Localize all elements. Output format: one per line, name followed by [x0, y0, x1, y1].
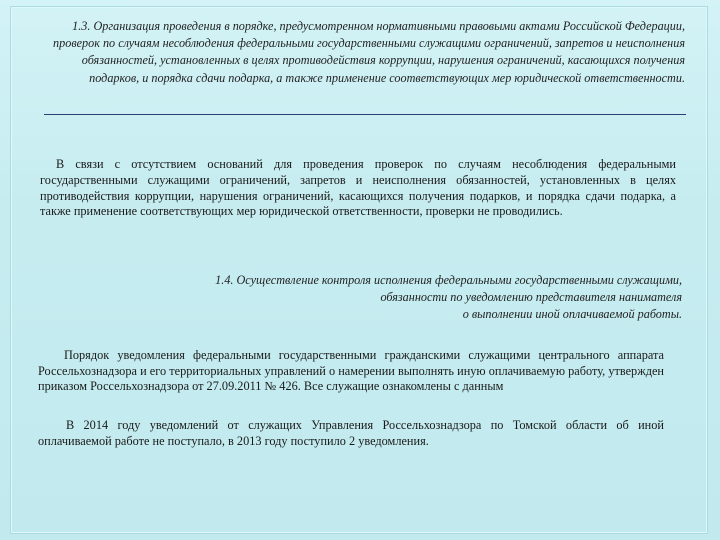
heading-divider [44, 114, 686, 115]
section-1-4-heading [100, 272, 682, 324]
section-1-4-body-2-text: В 2014 году уведомлений от служащих Управления Россельхознадзора по Томской области об иной оплачиваемой работе не поступало, в 2013 году поступило 2 уведомления. [38, 418, 664, 448]
section-1-4-body-1 [38, 348, 664, 395]
section-1-4-body-1-text: Порядок уведомления федеральными государственными гражданскими служащими центрального аппарата Россельхознадзора и его территориальных управлений о намерении выполнять иную оплачиваемую работу, утвержден приказом Россельхознадзора от 27.09.2011 № 426. Все служащие ознакомлены с данным [38, 348, 664, 393]
section-1-3-heading: 1.3. Организация проведения в порядке, предусмотренном нормативными правовыми актами Российской Федерации, проверок по случаям несоблюдения федеральными государственными служащими ограничений, запретов и неисполнения обязанностей, установленных в целях противодействия коррупции, нарушения ограничений, касающихся получения подарков, и порядка сдачи подарка, а также применение соответствующих мер юридической ответственности. [53, 19, 685, 85]
section-1-3-body: В связи с отсутствием оснований для проведения проверок по случаям несоблюдения федеральными государственными служащими ограничений, запретов и неисполнения обязанностей, установленных в целях противодействия коррупции, нарушения ограничений, касающихся получения подарков, и порядка сдачи подарка, а также применение соответствующих мер юридической ответственности, проверки не проводились. [40, 157, 676, 219]
section-1-4-heading-line-3: о выполнении иной оплачиваемой работы. [462, 307, 682, 322]
section-1-4-body-2 [38, 418, 664, 449]
section-1-4-heading-line-2: обязанности по уведомлению представителя нанимателя [380, 290, 682, 305]
section-1-4-heading-line-1: 1.4. Осуществление контроля исполнения федеральными государственными служащими, [215, 273, 682, 287]
